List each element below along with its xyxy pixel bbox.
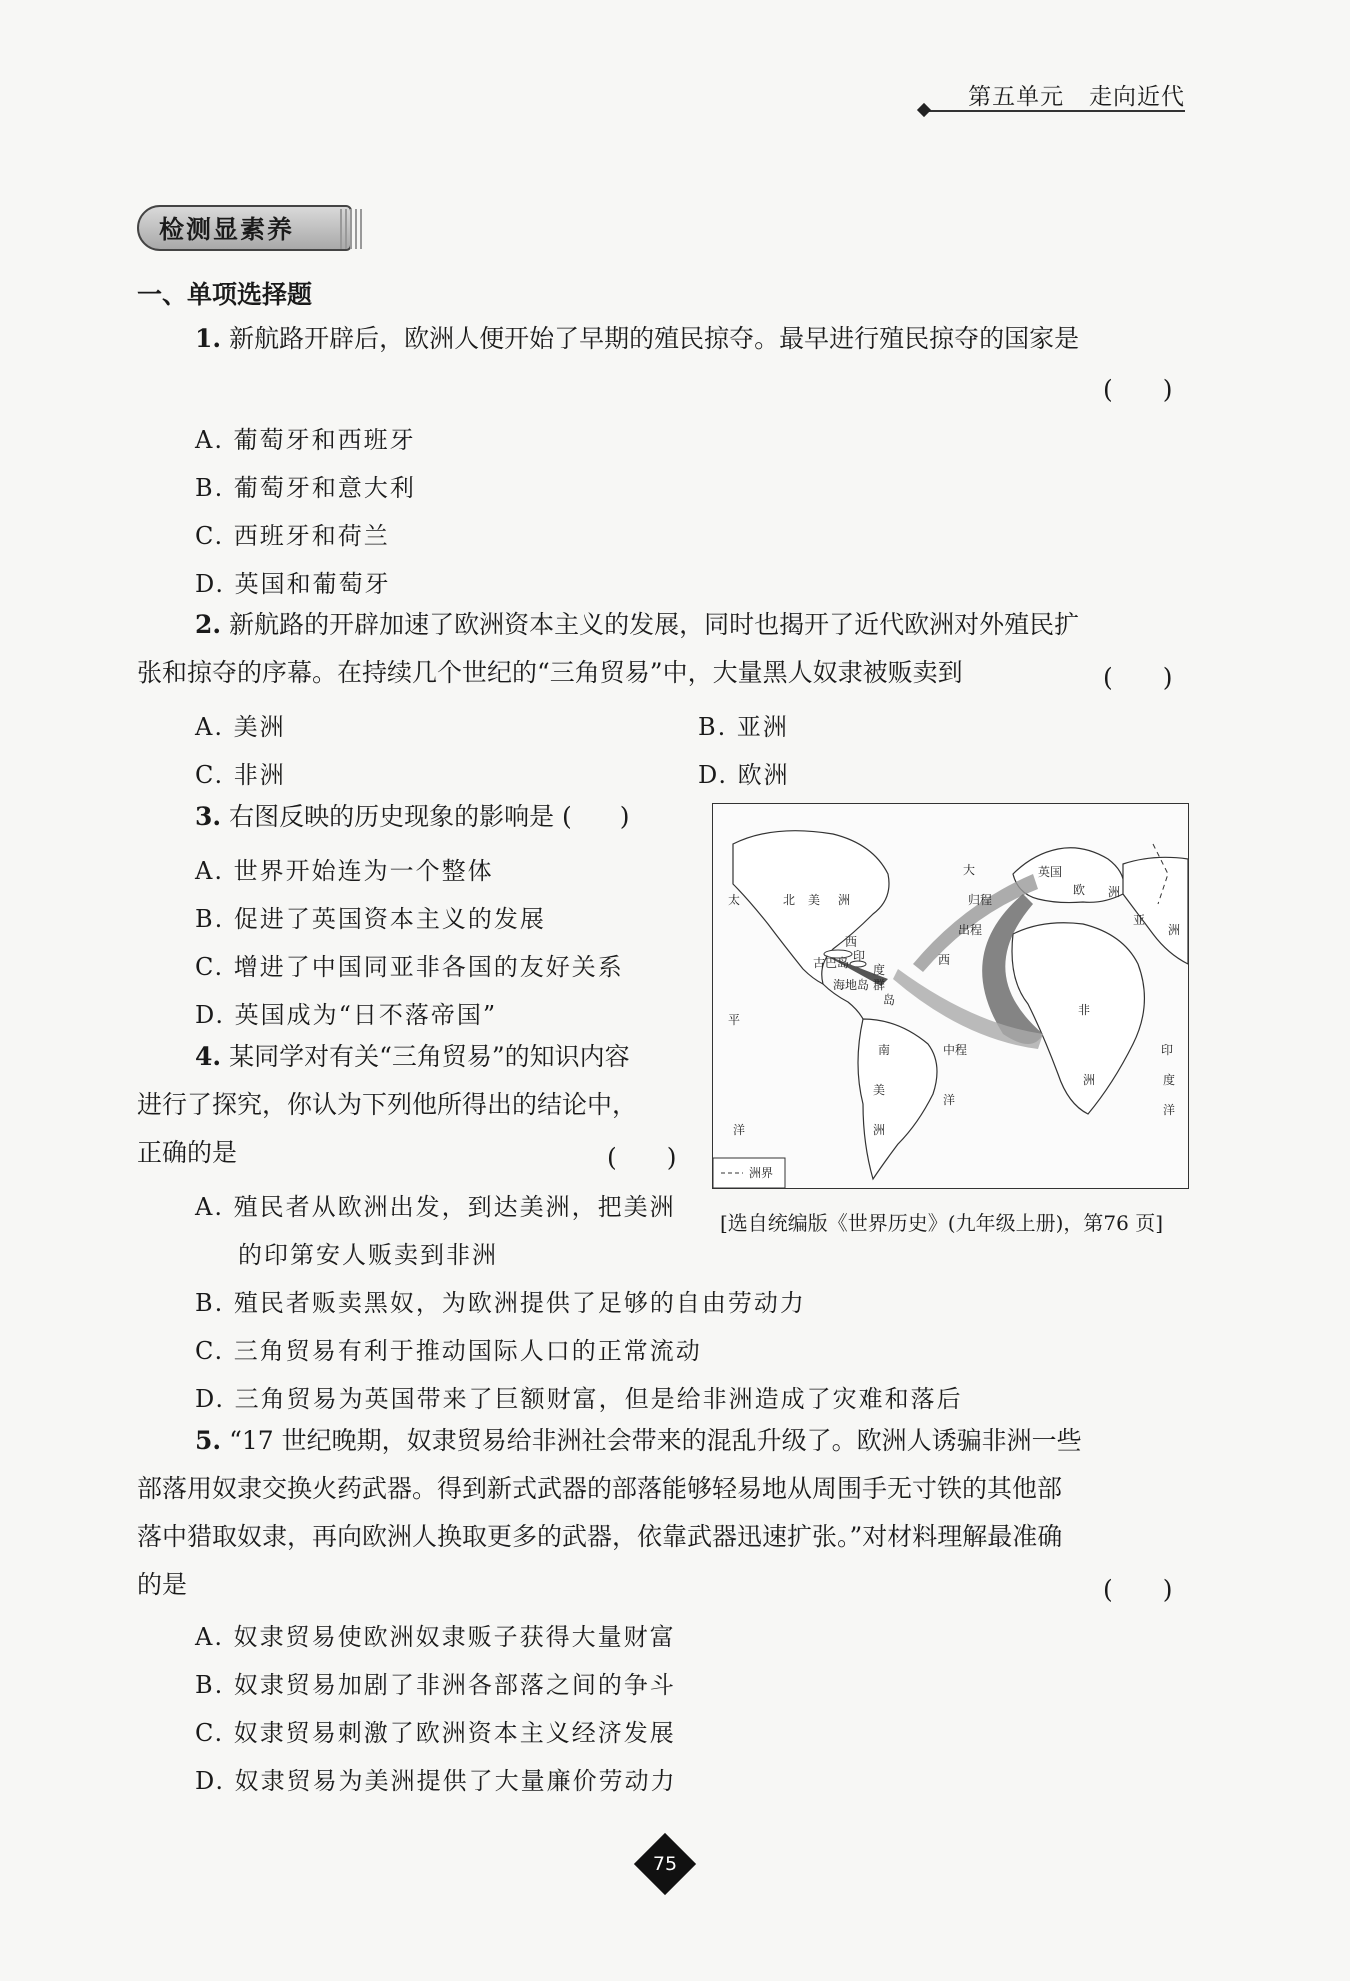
svg-text:太: 太: [728, 893, 741, 907]
q4-option-b[interactable]: B. 殖民者贩卖黑奴，为欧洲提供了足够的自由劳动力: [195, 1289, 806, 1317]
svg-text:非: 非: [1078, 1003, 1091, 1017]
svg-text:亚: 亚: [1133, 913, 1146, 927]
svg-text:中程: 中程: [943, 1043, 968, 1057]
q3-option-b[interactable]: B. 促进了英国资本主义的发展: [195, 905, 546, 933]
question-5-stem-line4: 的是: [137, 1570, 188, 1599]
question-4-stem-line2: 进行了探究，你认为下列他所得出的结论中，: [137, 1090, 638, 1119]
section-title: 一、单项选择题: [137, 280, 313, 309]
q5-option-d[interactable]: D. 奴隶贸易为美洲提供了大量廉价劳动力: [195, 1767, 677, 1795]
q1-option-a[interactable]: A. 葡萄牙和西班牙: [195, 426, 416, 454]
svg-text:欧: 欧: [1073, 883, 1086, 897]
svg-text:英国: 英国: [1038, 865, 1063, 879]
svg-text:古巴岛: 古巴岛: [813, 956, 850, 970]
map-label: 大: [963, 863, 976, 877]
question-2-stem: 2. 新航路的开辟加速了欧洲资本主义的发展，同时也揭开了近代欧洲对外殖民扩: [195, 610, 1080, 639]
svg-text:出程: 出程: [958, 923, 983, 937]
svg-text:洲: 洲: [1108, 885, 1121, 899]
svg-text:洋: 洋: [943, 1093, 956, 1107]
svg-text:北: 北: [783, 893, 796, 907]
section-banner: 检测显素养: [137, 205, 352, 251]
question-5-stem-line2: 部落用奴隶交换火药武器。得到新式武器的部落能够轻易地从周围手无寸铁的其他部: [137, 1474, 1063, 1503]
q5-option-b[interactable]: B. 奴隶贸易加剧了非洲各部落之间的争斗: [195, 1671, 676, 1699]
header-rule: [925, 110, 1185, 112]
question-2-stem-line2: 张和掠夺的序幕。在持续几个世纪的“三角贸易”中，大量黑人奴隶被贩卖到: [137, 658, 963, 687]
svg-text:洋: 洋: [733, 1123, 746, 1137]
question-3-stem: 3. 右图反映的历史现象的影响是 ( ): [195, 802, 630, 831]
unit-header: [968, 78, 1185, 111]
q2-option-c[interactable]: C. 非洲: [195, 761, 286, 789]
map-caption: [选自统编版《世界历史》(九年级上册)，第76 页]: [720, 1211, 1164, 1235]
svg-text:度: 度: [1163, 1073, 1176, 1087]
q2-option-a[interactable]: A. 美洲: [195, 713, 286, 741]
svg-text:平: 平: [728, 1013, 741, 1027]
svg-text:洲: 洲: [838, 893, 851, 907]
q2-option-b[interactable]: B. 亚洲: [698, 713, 789, 741]
question-5-stem-line3: 落中猎取奴隶，再向欧洲人换取更多的武器，依靠武器迅速扩张。”对材料理解最准确: [137, 1522, 1063, 1551]
question-1-stem: 1. 新航路开辟后，欧洲人便开始了早期的殖民掠夺。最早进行殖民掠夺的国家是: [195, 324, 1080, 353]
q5-option-a[interactable]: A. 奴隶贸易使欧洲奴隶贩子获得大量财富: [195, 1623, 676, 1651]
q4-option-a-cont[interactable]: 的印第安人贩卖到非洲: [238, 1241, 498, 1269]
map-drawing: [713, 804, 1188, 1188]
map-legend: 洲界: [749, 1166, 774, 1180]
answer-bracket: ( ): [1103, 1575, 1173, 1604]
answer-bracket: ( ): [1103, 663, 1173, 692]
unit-title: 走向近代: [1089, 84, 1185, 110]
page-number: 75: [652, 1853, 678, 1875]
svg-text:岛: 岛: [883, 993, 896, 1007]
svg-text:印: 印: [1161, 1043, 1174, 1057]
q1-option-c[interactable]: C. 西班牙和荷兰: [195, 522, 390, 550]
svg-text:美: 美: [873, 1083, 886, 1097]
svg-text:洋: 洋: [1163, 1103, 1176, 1117]
q4-option-c[interactable]: C. 三角贸易有利于推动国际人口的正常流动: [195, 1337, 702, 1365]
unit-label: 第五单元: [968, 84, 1065, 110]
svg-text:洲: 洲: [873, 1123, 886, 1137]
q1-option-b[interactable]: B. 葡萄牙和意大利: [195, 474, 416, 502]
svg-text:洲: 洲: [1168, 923, 1181, 937]
answer-bracket: ( ): [1103, 375, 1173, 404]
diamond-icon: [917, 103, 931, 117]
svg-text:群: 群: [873, 978, 886, 992]
q1-option-d[interactable]: D. 英国和葡萄牙: [195, 570, 391, 598]
q4-option-a[interactable]: A. 殖民者从欧洲出发，到达美洲，把美洲: [195, 1193, 676, 1221]
question-5-stem: 5. “17 世纪晚期，奴隶贸易给非洲社会带来的混乱升级了。欧洲人诱骗非洲一些: [195, 1426, 1082, 1455]
question-4-stem-line3: 正确的是: [137, 1138, 238, 1167]
q3-option-d[interactable]: D. 英国成为“日不落帝国”: [195, 1001, 498, 1029]
q4-option-d[interactable]: D. 三角贸易为英国带来了巨额财富，但是给非洲造成了灾难和落后: [195, 1385, 963, 1413]
svg-text:南: 南: [878, 1043, 891, 1057]
svg-text:洲: 洲: [1083, 1073, 1096, 1087]
triangle-trade-map: [712, 803, 1189, 1189]
banner-stripes: [340, 209, 362, 249]
page-number-badge: [634, 1833, 696, 1895]
q3-option-c[interactable]: C. 增进了中国同亚非各国的友好关系: [195, 953, 624, 981]
svg-text:西: 西: [938, 953, 951, 967]
svg-text:美: 美: [808, 893, 821, 907]
svg-text:印: 印: [853, 949, 866, 963]
q2-option-d[interactable]: D. 欧洲: [698, 761, 790, 789]
question-4-stem: 4. 某同学对有关“三角贸易”的知识内容: [195, 1042, 630, 1071]
q5-option-c[interactable]: C. 奴隶贸易刺激了欧洲资本主义经济发展: [195, 1719, 676, 1747]
svg-text:归程: 归程: [968, 893, 993, 907]
svg-text:海地岛: 海地岛: [833, 978, 870, 992]
svg-text:西: 西: [845, 935, 858, 949]
answer-bracket: ( ): [607, 1143, 677, 1172]
svg-text:度: 度: [873, 963, 886, 977]
q3-option-a[interactable]: A. 世界开始连为一个整体: [195, 857, 494, 885]
